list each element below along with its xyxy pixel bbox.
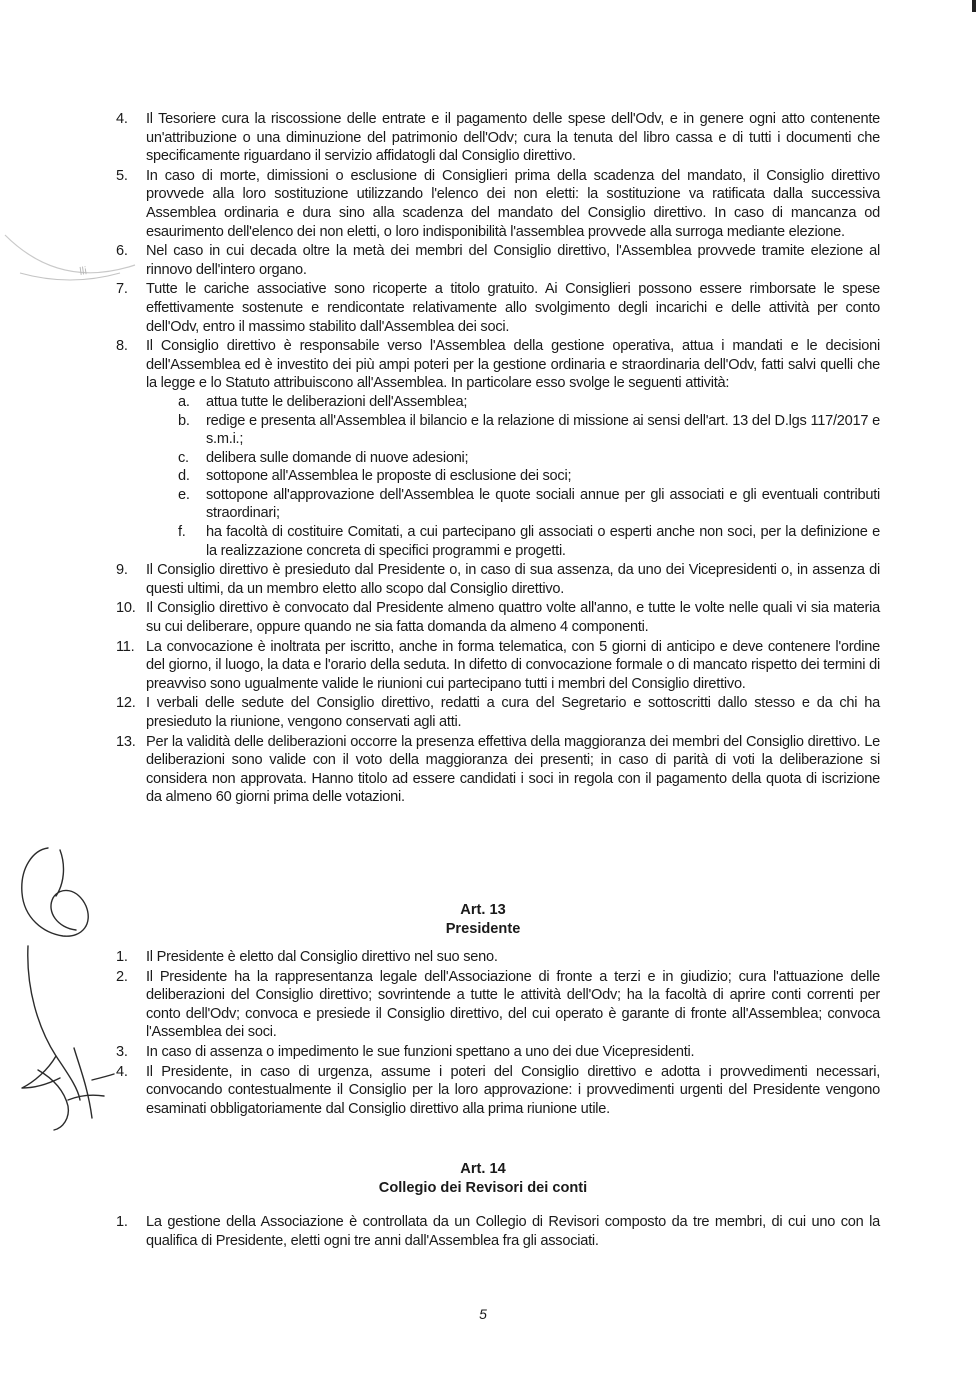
- item-number: 8.: [116, 338, 128, 355]
- item-text: Il Presidente è eletto dal Consiglio direttivo nel suo seno.: [146, 949, 498, 965]
- item-number: 6.: [116, 243, 128, 260]
- list-item: [116, 280, 880, 336]
- sub-item-letter: f.: [178, 524, 186, 541]
- item-text: Il Consiglio direttivo è convocato dal Presidente almeno quattro volte all'anno, e tutte le volte nelle quali vi sia materia su cui deliberare, oppure quando ne sia fatta domanda da almeno 4 componenti.: [146, 600, 880, 636]
- sub-item-letter: c.: [178, 449, 189, 466]
- list-item: [116, 242, 880, 279]
- sub-item-text: attua tutte le deliberazioni dell'Assemblea;: [206, 393, 468, 410]
- list-item: [116, 110, 880, 166]
- item-number: 11.: [116, 638, 135, 655]
- article-13-heading: [0, 901, 966, 939]
- list-item: [116, 733, 880, 807]
- article-14-list: [116, 1213, 880, 1251]
- item-number: 2.: [116, 968, 128, 985]
- list-item: [116, 638, 880, 694]
- item-text: I verbali delle sedute del Consiglio direttivo, redatti a cura del Segretario e sottoscritti dallo stesso e da chi ha presieduto la riunione, vengono conservati agli atti.: [146, 695, 880, 730]
- item-number: 4.: [116, 111, 128, 127]
- list-item: [116, 1213, 880, 1250]
- scan-mark: [972, 0, 976, 12]
- item-text: Il Consiglio direttivo è presieduto dal Presidente o, in caso di sua assenza, da uno dei Vicepresidenti o, in assenza di questi ultimi, da un membro eletto allo scopo dal Consiglio direttivo.: [146, 562, 880, 597]
- item-text: Il Presidente ha la rappresentanza legale dell'Associazione di fronte a terzi e in giudizio; cura l'attuazione delle deliberazioni del Consiglio direttivo; sovrintende a tutte le attività dell'Odv; ha la facoltà di aprire conti correnti per conto dell'Odv; convoca e presiede il Consiglio direttivo, del cui operato è garante di fronte all'Assemblea; convoca l'Assemblea dei soci.: [146, 968, 880, 1041]
- item-text: Nel caso in cui decada oltre la metà dei membri del Consiglio direttivo, l'Assemblea provvede tramite elezione al rinnovo dell'intero organo.: [146, 243, 880, 278]
- item-number: 13.: [116, 733, 136, 750]
- handwritten-signature: [8, 838, 118, 1138]
- item-number: 12.: [116, 695, 136, 712]
- list-item: [116, 948, 880, 967]
- sub-item-letter: b.: [178, 412, 190, 429]
- item-text: Per la validità delle deliberazioni occorre la presenza effettiva della maggioranza dei membri del Consiglio direttivo. Le deliberazioni sono valide con il voto della maggioranza dei presenti; in caso di parità di voti la deliberazione si considera non approvata. Hanno titolo ad essere candidati i soci in regola con il pagamento della quota di iscrizione da almeno 60 giorni prima delle votazioni.: [146, 733, 880, 806]
- list-item: [116, 599, 880, 636]
- list-item: [116, 968, 880, 1042]
- article-14-heading: [0, 1160, 966, 1198]
- council-rules-list-top: [116, 110, 880, 808]
- list-item: [116, 1063, 880, 1119]
- sub-list-item: [178, 486, 880, 523]
- item-text: In caso di morte, dimissioni o esclusione di Consiglieri prima della scadenza del mandato, il Consiglio direttivo provvede alla loro sostituzione utilizzando l'elenco dei non eletti: la sostituzione va ratificata dalla successiva Assemblea ordinaria e dura sino alla scadenza del mandato del Consiglio direttivo. In caso di mancanza od esaurimento dell'elenco dei non eletti, o loro indisponibilità l'assemblea provvede alla surroga mediante elezione.: [146, 167, 880, 240]
- sub-item-text: redige e presenta all'Assemblea il bilancio e la relazione di missione ai sensi dell'art. 13 del D.lgs 117/2017 e s.m.i.;: [206, 412, 880, 448]
- sub-list-item: [178, 449, 880, 468]
- article-title: Presidente: [445, 921, 521, 937]
- item-number: 10.: [116, 600, 136, 617]
- list-item: [116, 561, 880, 598]
- article-number: Art. 13: [460, 902, 506, 918]
- sub-item-text: sottopone all'approvazione dell'Assemblea le quote sociali annue per gli associati e gli eventuali contributi straordinari;: [206, 486, 880, 522]
- item-number: 3.: [116, 1043, 128, 1060]
- item-text: Il Tesoriere cura la riscossione delle entrate e il pagamento delle spese dell'Odv, e in genere ogni atto contenente un'attribuzione o una diminuzione del patrimonio dell'Odv; cura la tenuta del libro cassa e di tutti i documenti che specificamente riguardano il servizio affidatogli dal Consiglio direttivo.: [146, 111, 880, 165]
- article-title: Collegio dei Revisori dei conti: [378, 1180, 588, 1196]
- list-item: [116, 167, 880, 241]
- item-text: La convocazione è inoltrata per iscritto, anche in forma telematica, con 5 giorni di anticipo e deve contenere l'ordine del giorno, il luogo, la data e l'orario della seduta. In difetto di convocazione formale o di mancato rispetto dei termini di preavviso sono ugualmente valide le riunioni cui partecipano tutti i membri del Consiglio direttivo.: [146, 638, 880, 692]
- activities-sublist: [146, 393, 880, 560]
- sub-item-letter: d.: [178, 468, 190, 485]
- page-number: 5: [479, 1306, 487, 1322]
- sub-list-item: [178, 467, 880, 486]
- sub-list-item: [178, 393, 880, 412]
- sub-list-item: [178, 412, 880, 449]
- item-number: 1.: [116, 949, 128, 965]
- list-item: [116, 1043, 880, 1062]
- item-number: 9.: [116, 562, 128, 579]
- item-number: 4.: [116, 1063, 128, 1080]
- sub-item-text: delibera sulle domande di nuove adesioni;: [206, 449, 469, 466]
- svg-text:lli: lli: [78, 265, 88, 278]
- item-text: In caso di assenza o impedimento le sue funzioni spettano a uno dei due Vicepresidenti.: [146, 1043, 695, 1060]
- item-text: La gestione della Associazione è controllata da un Collegio di Revisori composto da tre membri, di cui uno con la qualifica di Presidente, eletti ogni tre anni dall'Assemblea fra gli associati.: [146, 1214, 880, 1249]
- item-number: 5.: [116, 167, 128, 184]
- article-number: Art. 14: [460, 1161, 506, 1177]
- sub-list-item: [178, 523, 880, 560]
- list-item: [116, 337, 880, 560]
- sub-item-text: ha facoltà di costituire Comitati, a cui partecipano gli associati o esperti anche non soci, per la definizione e la realizzazione concreta di specifici programmi e progetti.: [206, 524, 880, 559]
- article-13-list: [116, 948, 880, 1119]
- list-item: [116, 694, 880, 731]
- sub-item-letter: a.: [178, 393, 190, 410]
- item-number: 7.: [116, 281, 128, 298]
- item-text: Tutte le cariche associative sono ricoperte a titolo gratuito. Ai Consiglieri possono essere rimborsate le spese effettivamente sostenute e rendicontate relativamente allo svolgimento degli incarichi e delle attività per conto dell'Odv, entro il massimo stabilito dall'Assemblea dei soci.: [146, 281, 880, 335]
- item-text: Il Presidente, in caso di urgenza, assume i poteri del Consiglio direttivo e adotta i provvedimenti necessari, convocando contestualmente il Consiglio per la loro approvazione: i provvedimenti urgenti del Presidente vengono esaminati obbligatoriamente dal Consiglio direttivo alla prima riunione utile.: [146, 1063, 880, 1117]
- sub-item-text: sottopone all'Assemblea le proposte di esclusione dei soci;: [206, 468, 572, 485]
- item-number: 1.: [116, 1214, 128, 1230]
- sub-item-letter: e.: [178, 486, 190, 503]
- item-text: Il Consiglio direttivo è responsabile verso l'Assemblea della gestione operativa, attua i mandati e le decisioni dell'Assemblea ed è investito dei più ampi poteri per la gestione ordinaria e straordinaria dell'Odv, fatti salvi quelli che la legge e lo Statuto attribuiscono all'Assemblea. In particolare esso svolge le seguenti attività:: [146, 338, 880, 392]
